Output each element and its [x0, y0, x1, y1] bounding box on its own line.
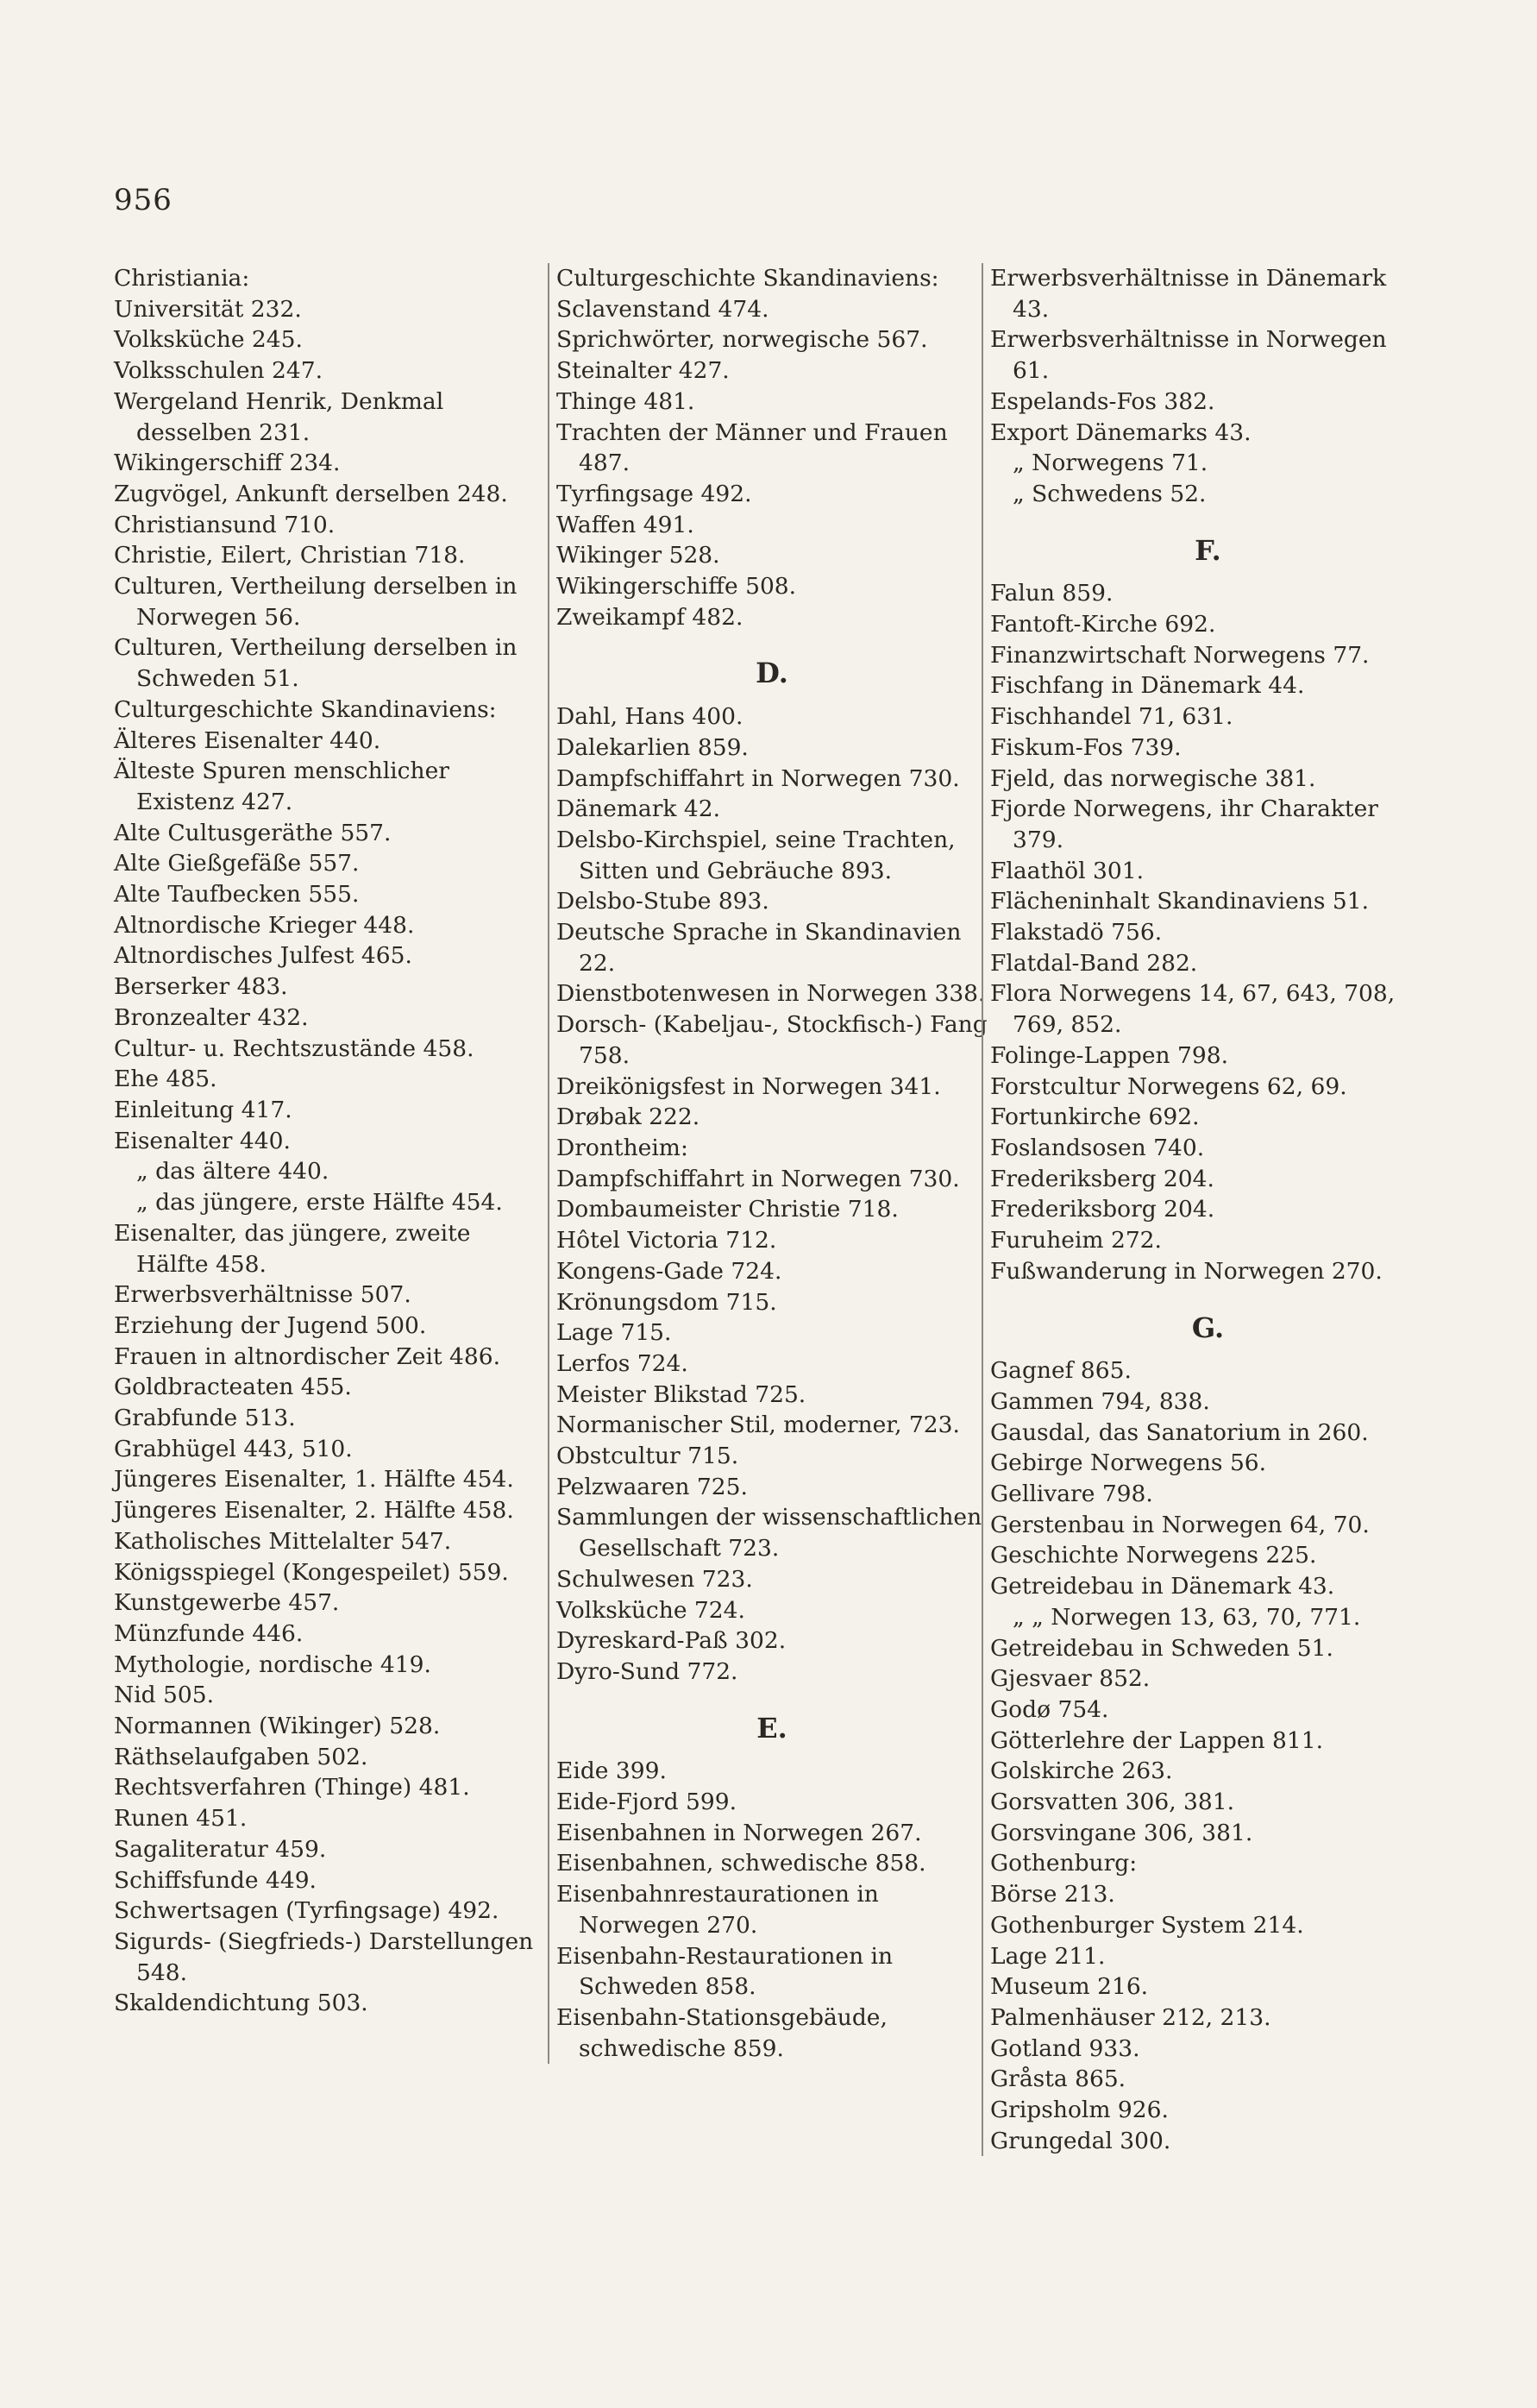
index-entry: Geschichte Norwegens 225.: [990, 1542, 1317, 1569]
index-subentry: Mythologie, nordische 419.: [114, 1650, 431, 1678]
index-subentry: Palmenhäuser 212, 213.: [990, 2003, 1271, 2031]
index-subentry: Berserker 483.: [114, 973, 288, 1001]
index-subentry: Pelzwaaren 725.: [556, 1473, 748, 1500]
index-entry: Forstcultur Norwegens 62, 69.: [990, 1072, 1347, 1100]
index-subentry: Grabfunde 513.: [114, 1405, 296, 1432]
index-subentry: „ „ Norwegen 13, 63, 70, 771.: [1013, 1603, 1361, 1631]
index-subentry: Alte Taufbecken 555.: [114, 881, 360, 909]
index-entry: Gothenburg:: [990, 1850, 1138, 1877]
index-subentry: Ehe 485.: [114, 1066, 217, 1093]
index-entry: Gausdal, das Sanatorium in 260.: [990, 1418, 1369, 1446]
index-entry: Falun 859.: [990, 580, 1114, 607]
index-entry: Eide 399.: [556, 1757, 667, 1785]
index-subentry: Volksküche 724.: [556, 1596, 745, 1624]
index-subentry: Wikinger 528.: [556, 542, 720, 569]
index-entry: Dänemark 42.: [556, 795, 721, 823]
page-number: 956: [114, 183, 173, 217]
index-entry: Fischfang in Dänemark 44.: [990, 672, 1305, 700]
index-subentry: Grabhügel 443, 510.: [114, 1435, 353, 1462]
index-entry: Dorsch- (Kabeljau-, Stockfisch-) Fang 758.: [556, 1011, 988, 1069]
index-subentry: Thinge 481.: [556, 387, 695, 415]
index-subentry: Meister Blikstad 725.: [556, 1380, 806, 1408]
index-subentry: Waffen 491.: [556, 511, 694, 538]
index-subentry: Alte Gießgefäße 557.: [114, 850, 360, 877]
index-subentry: Kongens-Gade 724.: [556, 1257, 782, 1285]
index-subentry: „ das ältere 440.: [136, 1158, 329, 1185]
index-subentry: Frauen in altnordischer Zeit 486.: [114, 1342, 501, 1370]
index-subentry: Münzfunde 446.: [114, 1619, 304, 1647]
index-subentry: Volksküche 245.: [114, 326, 303, 354]
index-entry: Frederiksborg 204.: [990, 1196, 1215, 1223]
section-letter: F.: [1195, 533, 1221, 567]
index-subentry: Bronzealter 432.: [114, 1003, 309, 1031]
index-entry: Gotland 933.: [990, 2034, 1140, 2062]
index-entry: Grungedal 300.: [990, 2127, 1171, 2154]
index-subentry: „ Norwegens 71.: [1013, 450, 1208, 477]
index-subentry: Lage 211.: [990, 1942, 1106, 1970]
section-letter: G.: [1191, 1311, 1225, 1344]
index-subentry: Normannen (Wikinger) 528.: [114, 1713, 441, 1740]
index-subentry: Altnordische Krieger 448.: [114, 911, 415, 939]
index-subentry: Krönungsdom 715.: [556, 1288, 777, 1316]
index-entry: Delsbo-Stube 893.: [556, 888, 769, 915]
index-entry: Flora Norwegens 14, 67, 643, 708, 769, 852.: [990, 980, 1396, 1039]
index-entry: Fußwanderung in Norwegen 270.: [990, 1257, 1383, 1285]
index-subentry: Dombaumeister Christie 718.: [556, 1196, 899, 1223]
index-subentry: Sigurds- (Siegfrieds-) Darstellungen 548.: [114, 1927, 534, 1986]
index-entry: Culturen, Vertheilung derselben in Schweden 51.: [114, 634, 518, 693]
index-entry: Dyro-Sund 772.: [556, 1657, 738, 1685]
index-entry: Culturen, Vertheilung derselben in Norwegen 56.: [114, 573, 518, 631]
index-subentry: Hôtel Victoria 712.: [556, 1227, 777, 1254]
index-entry: Gagnef 865.: [990, 1357, 1132, 1385]
index-subentry: Wikingerschiffe 508.: [556, 573, 797, 600]
index-entry: Eisenbahnen, schwedische 858.: [556, 1850, 926, 1877]
index-entry: Flaathöl 301.: [990, 857, 1145, 884]
index-subentry: Katholisches Mittelalter 547.: [114, 1527, 452, 1555]
index-entry: Fortunkirche 692.: [990, 1103, 1200, 1131]
index-subentry: Lage 715.: [556, 1319, 672, 1347]
index-entry: Gerstenbau in Norwegen 64, 70.: [990, 1511, 1370, 1538]
index-subentry: Steinalter 427.: [556, 357, 730, 385]
index-subentry: „ das jüngere, erste Hälfte 454.: [136, 1189, 503, 1217]
index-entry: Fjorde Norwegens, ihr Charakter 379.: [990, 795, 1378, 853]
index-entry: Delsbo-Kirchspiel, seine Trachten, Sitten und Gebräuche 893.: [556, 826, 956, 884]
index-entry: Dahl, Hans 400.: [556, 703, 743, 731]
index-subentry: Zweikampf 482.: [556, 603, 743, 631]
index-entry: Christiansund 710.: [114, 511, 336, 538]
index-subentry: Schwertsagen (Tyrfingsage) 492.: [114, 1897, 499, 1925]
index-subentry: Wergeland Henrik, Denkmal desselben 231.: [114, 387, 444, 446]
index-entry: Gorsvatten 306, 381.: [990, 1789, 1235, 1816]
index-subentry: Wikingerschiff 234.: [114, 450, 341, 477]
index-entry: Drontheim:: [556, 1134, 688, 1161]
index-subentry: Altnordisches Julfest 465.: [114, 942, 412, 970]
index-subentry: Räthselaufgaben 502.: [114, 1743, 368, 1770]
index-entry: Christie, Eilert, Christian 718.: [114, 542, 466, 569]
index-subentry: Einleitung 417.: [114, 1096, 292, 1123]
index-entry: Erwerbsverhältnisse in Dänemark 43.: [990, 265, 1387, 323]
index-subentry: Eisenalter 440.: [114, 1127, 291, 1154]
index-entry: Christiania:: [114, 265, 250, 292]
index-entry: Eisenbahnrestaurationen in Norwegen 270.: [556, 1881, 879, 1939]
index-subentry: Sammlungen der wissenschaftlichen Gesellschaft 723.: [556, 1504, 982, 1562]
index-entry: Eisenbahnen in Norwegen 267.: [556, 1819, 922, 1846]
index-column-2: [548, 263, 988, 2064]
index-subentry: Börse 213.: [990, 1881, 1115, 1908]
index-entry: Eide-Fjord 599.: [556, 1789, 737, 1816]
index-entry: Dampfschiffahrt in Norwegen 730.: [556, 764, 960, 792]
index-entry: Godø 754.: [990, 1695, 1109, 1723]
index-entry: Dyreskard-Paß 302.: [556, 1627, 787, 1655]
index-entry: Fischhandel 71, 631.: [990, 703, 1233, 731]
index-entry: Folinge-Lappen 798.: [990, 1041, 1229, 1069]
index-entry: Dreikönigsfest in Norwegen 341.: [556, 1072, 941, 1100]
index-entry: Gripsholm 926.: [990, 2097, 1169, 2124]
index-subentry: „ Schwedens 52.: [1013, 480, 1207, 507]
index-subentry: Schulwesen 723.: [556, 1565, 753, 1593]
index-entry: Fantoft-Kirche 692.: [990, 611, 1216, 638]
index-entry: Frederiksberg 204.: [990, 1165, 1214, 1192]
index-subentry: Alte Cultusgeräthe 557.: [114, 819, 392, 846]
index-subentry: Erziehung der Jugend 500.: [114, 1311, 427, 1339]
index-entry: Getreidebau in Dänemark 43.: [990, 1573, 1335, 1600]
index-subentry: Skaldendichtung 503.: [114, 1990, 368, 2017]
index-subentry: Dampfschiffahrt in Norwegen 730.: [556, 1165, 960, 1192]
index-subentry: Gothenburger System 214.: [990, 1911, 1304, 1939]
index-entry: Fiskum-Fos 739.: [990, 733, 1182, 761]
index-entry: Gorsvingane 306, 381.: [990, 1819, 1253, 1846]
index-subentry: Normanischer Stil, moderner, 723.: [556, 1411, 960, 1439]
index-entry: Eisenbahn-Restaurationen in Schweden 858.: [556, 1942, 894, 2001]
index-entry: Götterlehre der Lappen 811.: [990, 1726, 1324, 1754]
index-entry: Culturgeschichte Skandinaviens:: [556, 265, 939, 292]
index-subentry: Kunstgewerbe 457.: [114, 1589, 340, 1617]
index-subentry: Zugvögel, Ankunft derselben 248.: [114, 480, 508, 507]
index-subentry: Universität 232.: [114, 295, 302, 323]
index-entry: Deutsche Sprache in Skandinavien 22.: [556, 919, 962, 977]
index-entry: Getreidebau in Schweden 51.: [990, 1634, 1333, 1662]
index-subentry: Schiffsfunde 449.: [114, 1866, 317, 1894]
index-entry: Gråsta 865.: [990, 2065, 1126, 2093]
index-subentry: Älteste Spuren menschlicher Existenz 427.: [114, 758, 449, 815]
index-subentry: Königsspiegel (Kongespeilet) 559.: [114, 1558, 509, 1586]
index-entry: Culturgeschichte Skandinaviens:: [114, 695, 497, 723]
index-entry: Foslandsosen 740.: [990, 1134, 1205, 1161]
index-subentry: Älteres Eisenalter 440.: [114, 726, 381, 754]
index-subentry: Volksschulen 247.: [114, 357, 323, 385]
section-letter: E.: [756, 1711, 787, 1745]
index-entry: Dalekarlien 859.: [556, 733, 749, 761]
index-entry: Furuheim 272.: [990, 1227, 1162, 1254]
index-subentry: Erwerbsverhältnisse 507.: [114, 1281, 411, 1309]
index-subentry: Sprichwörter, norwegische 567.: [556, 326, 928, 354]
index-entry: Drøbak 222.: [556, 1103, 700, 1131]
index-subentry: Goldbracteaten 455.: [114, 1374, 352, 1401]
index-entry: Golskirche 263.: [990, 1757, 1173, 1785]
index-column-1: [114, 263, 541, 2019]
index-subentry: Runen 451.: [114, 1805, 248, 1833]
index-subentry: Tyrfingsage 492.: [556, 480, 752, 507]
index-subentry: Rechtsverfahren (Thinge) 481.: [114, 1774, 470, 1801]
index-subentry: Sclavenstand 474.: [556, 295, 769, 323]
section-letter: D.: [756, 657, 788, 690]
index-entry: Erwerbsverhältnisse in Norwegen 61.: [990, 326, 1387, 385]
index-entry: Gellivare 798.: [990, 1481, 1153, 1508]
index-entry: Flatdal-Band 282.: [990, 949, 1198, 977]
index-entry: Export Dänemarks 43.: [990, 418, 1252, 446]
index-entry: Gjesvaer 852.: [990, 1665, 1151, 1693]
index-subentry: Trachten der Männer und Frauen 487.: [556, 418, 948, 477]
index-entry: Flächeninhalt Skandinaviens 51.: [990, 888, 1370, 915]
index-entry: Espelands-Fos 382.: [990, 387, 1215, 415]
index-column-3: [982, 263, 1426, 2156]
index-entry: Fjeld, das norwegische 381.: [990, 764, 1316, 792]
index-subentry: Sagaliteratur 459.: [114, 1835, 327, 1863]
index-subentry: Lerfos 724.: [556, 1349, 688, 1377]
index-entry: Flakstadö 756.: [990, 919, 1163, 946]
index-entry: Eisenbahn-Stationsgebäude, schwedische 859.: [556, 2003, 888, 2062]
index-subentry: Cultur- u. Rechtszustände 458.: [114, 1034, 474, 1062]
index-subentry: Museum 216.: [990, 1973, 1149, 2001]
index-subentry: Nid 505.: [114, 1682, 215, 1709]
index-entry: Gammen 794, 838.: [990, 1387, 1210, 1415]
index-subentry: Jüngeres Eisenalter, 2. Hälfte 458.: [114, 1497, 514, 1525]
index-entry: Dienstbotenwesen in Norwegen 338.: [556, 980, 986, 1008]
index-entry: Gebirge Norwegens 56.: [990, 1449, 1267, 1477]
index-subentry: Obstcultur 715.: [556, 1443, 739, 1470]
index-entry: Finanzwirtschaft Norwegens 77.: [990, 641, 1370, 669]
index-subentry: Eisenalter, das jüngere, zweite Hälfte 458.: [114, 1219, 471, 1278]
index-subentry: Jüngeres Eisenalter, 1. Hälfte 454.: [114, 1466, 514, 1493]
